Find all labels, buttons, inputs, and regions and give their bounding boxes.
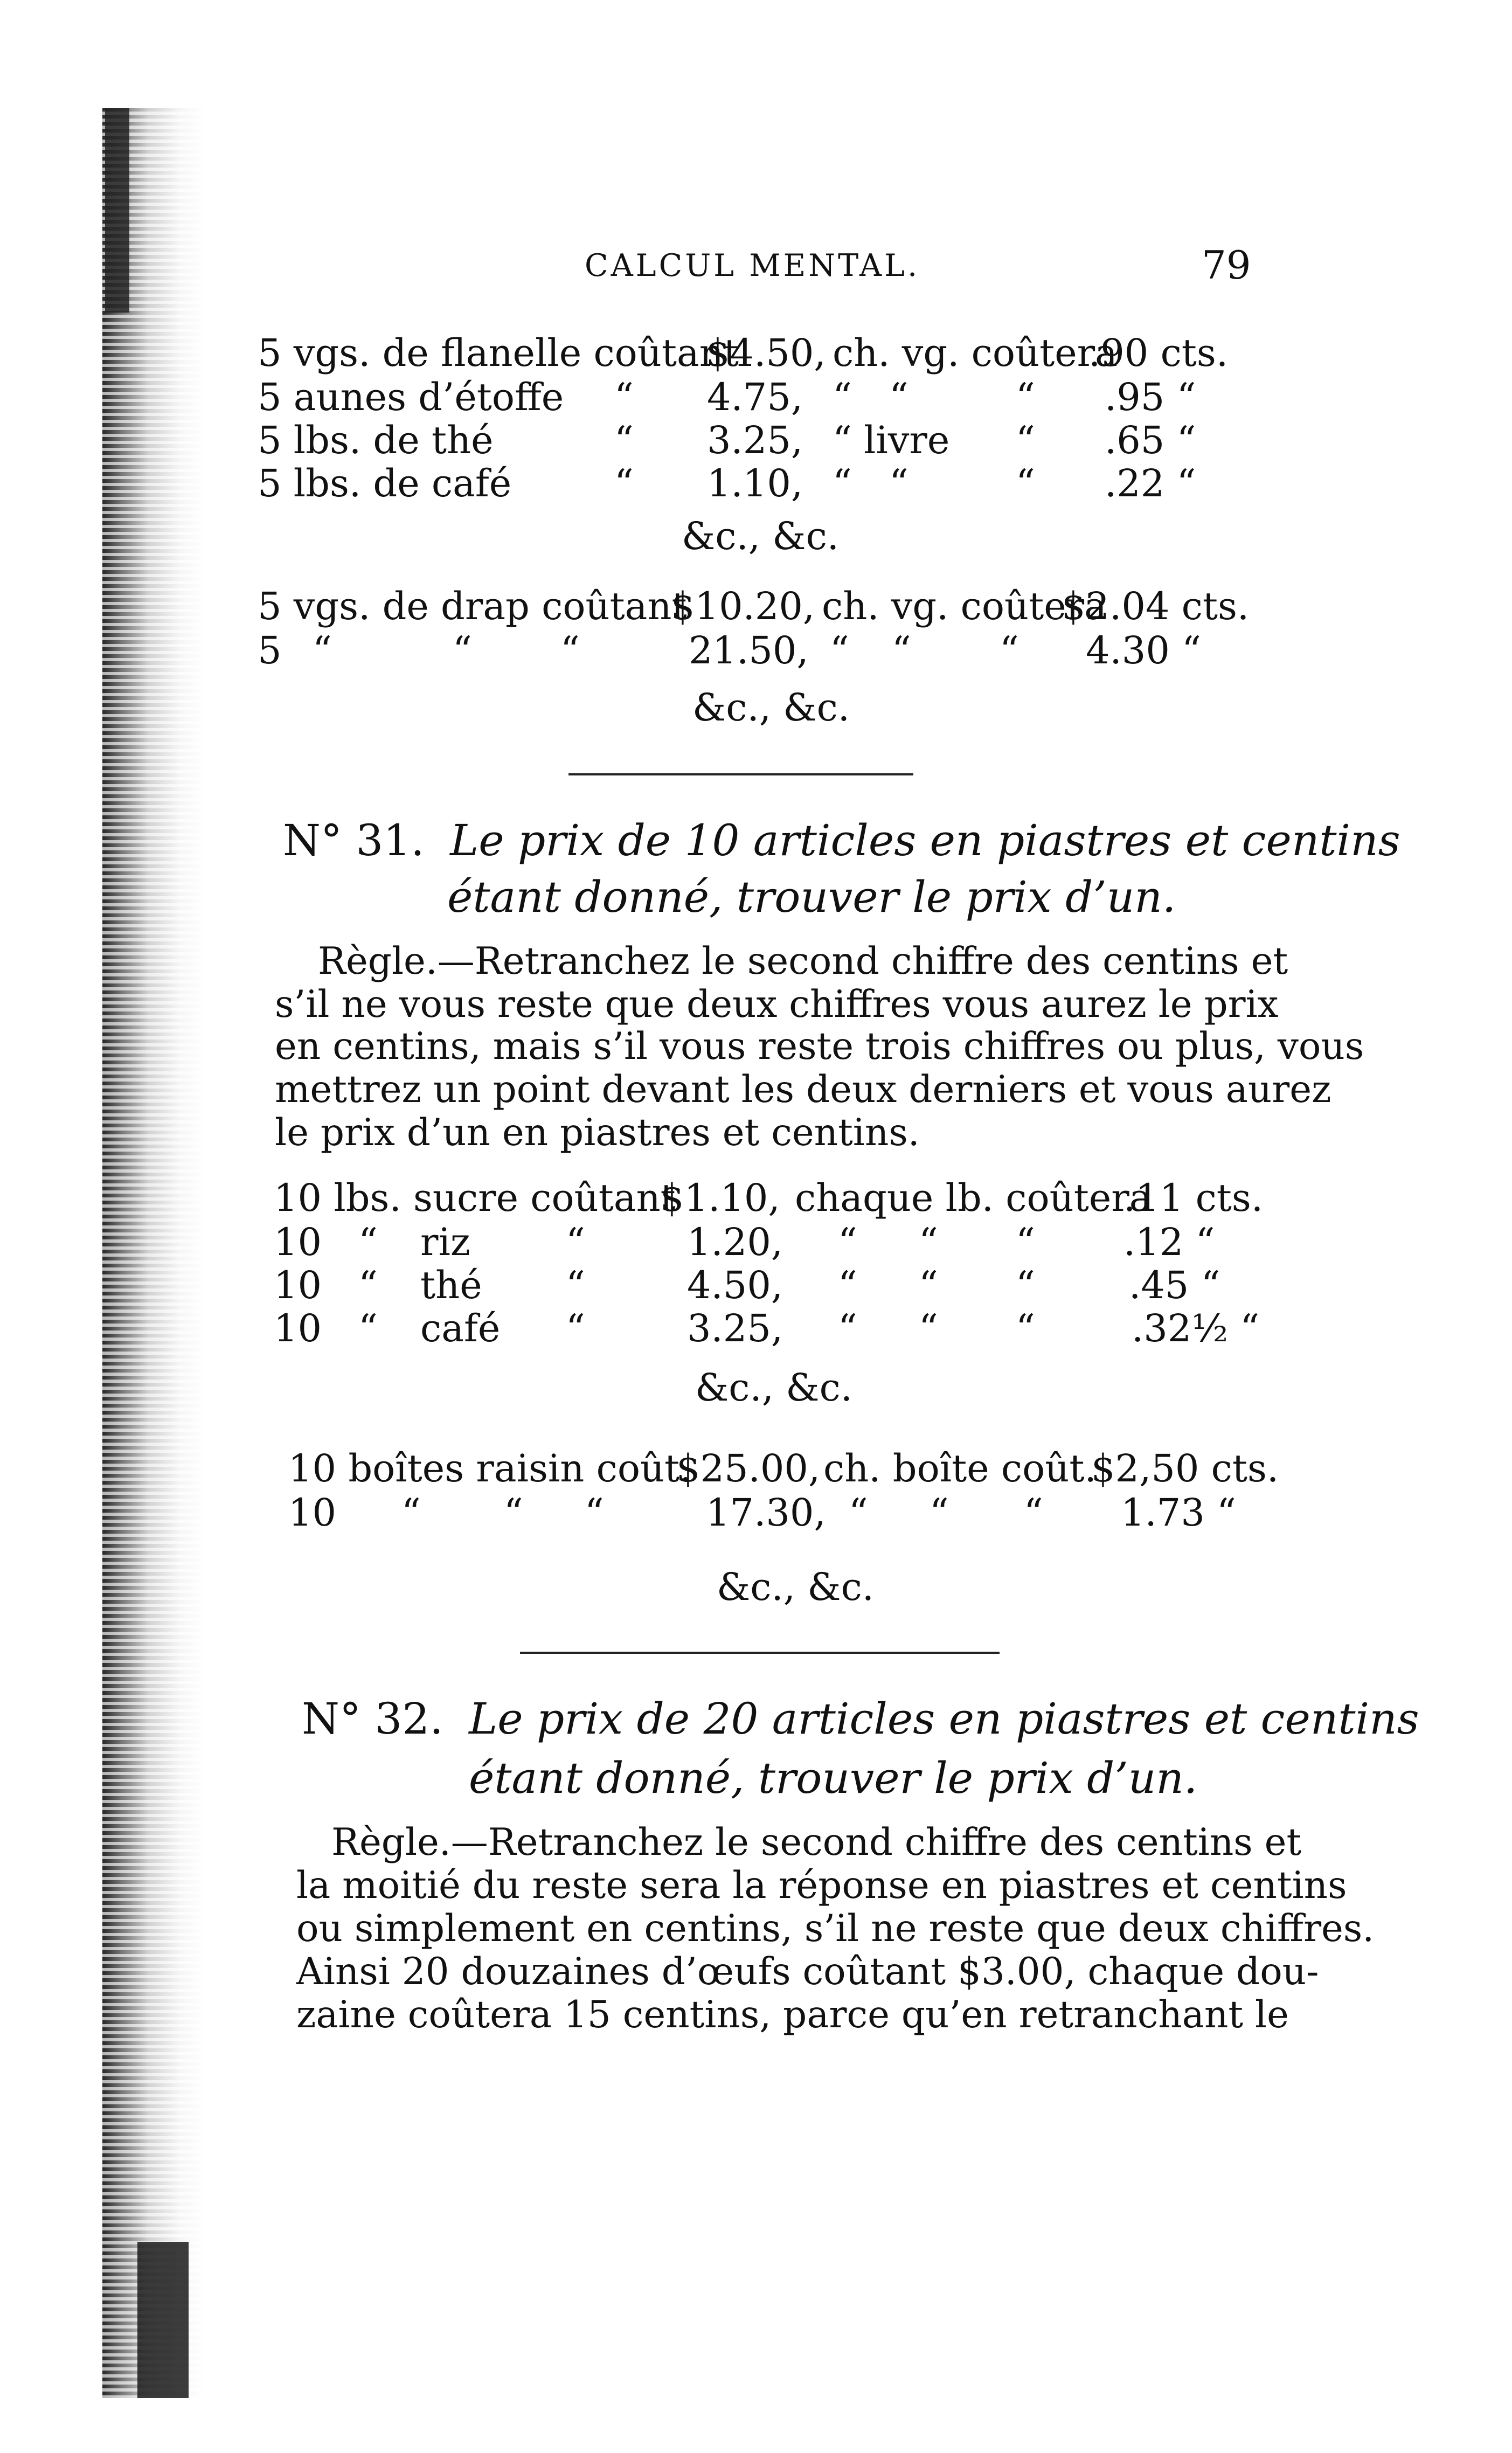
item-desc: 5 lbs. de café <box>258 461 512 505</box>
quantity: 10 <box>274 1263 322 1307</box>
item-desc: 10 boîtes raisin coût. <box>288 1446 692 1491</box>
unit-price: .11 cts. <box>1123 1176 1264 1220</box>
rule-line: s’il ne vous reste que deux chiffres vous aurez le prix <box>275 983 1279 1026</box>
item-desc: 5 aunes d’étoffe <box>258 375 564 419</box>
ditto-mark: “ <box>889 375 908 419</box>
ditto-mark: “ <box>358 1306 378 1350</box>
total-price: $1.10, <box>660 1176 780 1220</box>
etc-line: &c., &c. <box>695 1366 853 1410</box>
rule-line: le prix d’un en piastres et centins. <box>275 1111 920 1154</box>
item-name: café <box>420 1306 501 1350</box>
total-price: 4.50, <box>687 1263 783 1307</box>
unit-price: $2,50 cts. <box>1091 1446 1279 1491</box>
rule-line: Ainsi 20 douzaines d’œufs coûtant $3.00, chaque dou- <box>296 1950 1319 1993</box>
unit-price: .22 “ <box>1105 461 1196 505</box>
ditto-mark: “ <box>614 461 634 505</box>
section-number: N° 32. <box>302 1694 443 1744</box>
ditto-mark: “ <box>401 1491 421 1535</box>
unit-price: .65 “ <box>1105 418 1196 462</box>
total-price: $25.00, <box>676 1446 821 1491</box>
ditto-mark: “ <box>1000 628 1019 673</box>
ditto-mark: “ <box>453 628 472 673</box>
total-price: 3.25, <box>707 418 803 462</box>
section-title: Le prix de 20 articles en piastres et centins <box>469 1694 1419 1744</box>
ditto-mark: “ <box>1016 461 1035 505</box>
unit-price: .12 “ <box>1123 1220 1215 1264</box>
rule-line: ou simplement en centins, s’il ne reste que deux chiffres. <box>296 1907 1375 1950</box>
section-31-title-line1 <box>283 815 1400 865</box>
section-title: Le prix de 10 articles en piastres et centins <box>450 815 1400 865</box>
ditto-mark: “ <box>504 1491 523 1535</box>
rule-line: zaine coûtera 15 centins, parce qu’en retranchant le <box>296 1993 1289 2036</box>
total-price: $10.20, <box>671 584 815 628</box>
section-divider <box>568 773 913 775</box>
ditto-mark: “ <box>614 418 634 462</box>
etc-line: &c., &c. <box>717 1565 875 1609</box>
ditto-mark: “ <box>566 1220 585 1264</box>
rule-line: Règle.—Retranchez le second chiffre des centins et <box>318 940 1288 983</box>
page-edge-shadow-bottom <box>137 2242 189 2398</box>
ditto-mark: “ <box>560 628 580 673</box>
total-price: 3.25, <box>687 1306 783 1350</box>
item-name: riz <box>420 1220 470 1264</box>
ditto-mark: “ <box>1016 375 1035 419</box>
quantity: 10 <box>288 1491 337 1535</box>
ditto-mark: “ <box>838 1220 857 1264</box>
section-32-title-line2: étant donné, trouver le prix d’un. <box>469 1753 1198 1803</box>
ditto-mark: “ <box>919 1263 938 1307</box>
section-number: N° 31. <box>283 815 425 865</box>
unit-price: .95 “ <box>1105 375 1196 419</box>
ditto-mark: “ <box>838 1263 857 1307</box>
rule-line: mettrez un point devant les deux derniers et vous aurez <box>275 1068 1331 1111</box>
ditto-mark: “ <box>1016 1306 1035 1350</box>
total-price: 17.30, <box>706 1491 826 1535</box>
ditto-mark: “ <box>614 375 634 419</box>
ditto-mark: “ <box>313 628 332 673</box>
quantity: 10 <box>274 1220 322 1264</box>
ditto-mark: “ <box>1016 1263 1035 1307</box>
ditto-mark: “ <box>833 375 852 419</box>
page-edge-shadow-top <box>105 108 129 313</box>
rule-line: la moitié du reste sera la réponse en piastres et centins <box>296 1864 1347 1907</box>
ditto-mark: “ <box>849 1491 868 1535</box>
ditto-mark: “ <box>358 1263 378 1307</box>
etc-line: &c., &c. <box>692 685 850 730</box>
unit-price: 1.73 “ <box>1121 1491 1236 1535</box>
item-desc: 10 lbs. sucre coûtant <box>274 1176 676 1220</box>
total-price: 4.75, <box>707 375 803 419</box>
ditto-mark: “ <box>1024 1491 1043 1535</box>
ditto-mark: “ <box>566 1306 585 1350</box>
unit-price: $2.04 cts. <box>1062 584 1250 628</box>
unit-text: ch. vg. coûtera <box>822 584 1107 628</box>
ditto-mark: “ <box>892 628 911 673</box>
section-31-title-line2: étant donné, trouver le prix d’un. <box>447 872 1176 922</box>
ditto-mark: “ <box>919 1220 938 1264</box>
ditto-mark: “ <box>833 461 852 505</box>
page-number: 79 <box>1202 242 1251 288</box>
ditto-mark: “ <box>358 1220 378 1264</box>
rule-line: Règle.—Retranchez le second chiffre des centins et <box>331 1821 1302 1864</box>
ditto-mark: “ <box>566 1263 585 1307</box>
item-name: thé <box>420 1263 482 1307</box>
ditto-mark: “ <box>889 461 908 505</box>
ditto-mark: “ <box>919 1306 938 1350</box>
ditto-mark: “ <box>1016 1220 1035 1264</box>
ditto-mark: “ <box>830 628 849 673</box>
total-price: 1.10, <box>707 461 803 505</box>
unit-text: ch. vg. coûtera <box>833 331 1118 375</box>
rule-line: en centins, mais s’il vous reste trois chiffres ou plus, vous <box>275 1025 1364 1068</box>
running-title: CALCUL MENTAL. <box>585 248 920 283</box>
unit-text: ch. boîte coût. <box>823 1446 1097 1491</box>
page-edge-shadow <box>102 108 205 2398</box>
total-price: $4.50, <box>706 331 826 375</box>
section-32-title-line1 <box>302 1694 1419 1744</box>
unit-price: .45 “ <box>1129 1263 1220 1307</box>
ditto-mark: “ <box>930 1491 949 1535</box>
item-desc: 5 lbs. de thé <box>258 418 494 462</box>
item-desc: 5 vgs. de drap coûtant <box>258 584 687 628</box>
item-desc: 5 vgs. de flanelle coûtant <box>258 331 739 375</box>
ditto-mark: “ <box>585 1491 604 1535</box>
quantity: 5 <box>258 628 282 673</box>
quantity: 10 <box>274 1306 322 1350</box>
unit-price: .32½ “ <box>1132 1306 1260 1350</box>
total-price: 21.50, <box>689 628 809 673</box>
ditto-mark: “ <box>838 1306 857 1350</box>
section-divider <box>520 1652 1000 1654</box>
unit-text: “ livre <box>833 418 950 462</box>
etc-line: &c., &c. <box>682 514 840 558</box>
total-price: 1.20, <box>687 1220 783 1264</box>
unit-price: .90 cts. <box>1088 331 1229 375</box>
unit-text: chaque lb. coûtera <box>795 1176 1152 1220</box>
ditto-mark: “ <box>1016 418 1035 462</box>
unit-price: 4.30 “ <box>1086 628 1201 673</box>
